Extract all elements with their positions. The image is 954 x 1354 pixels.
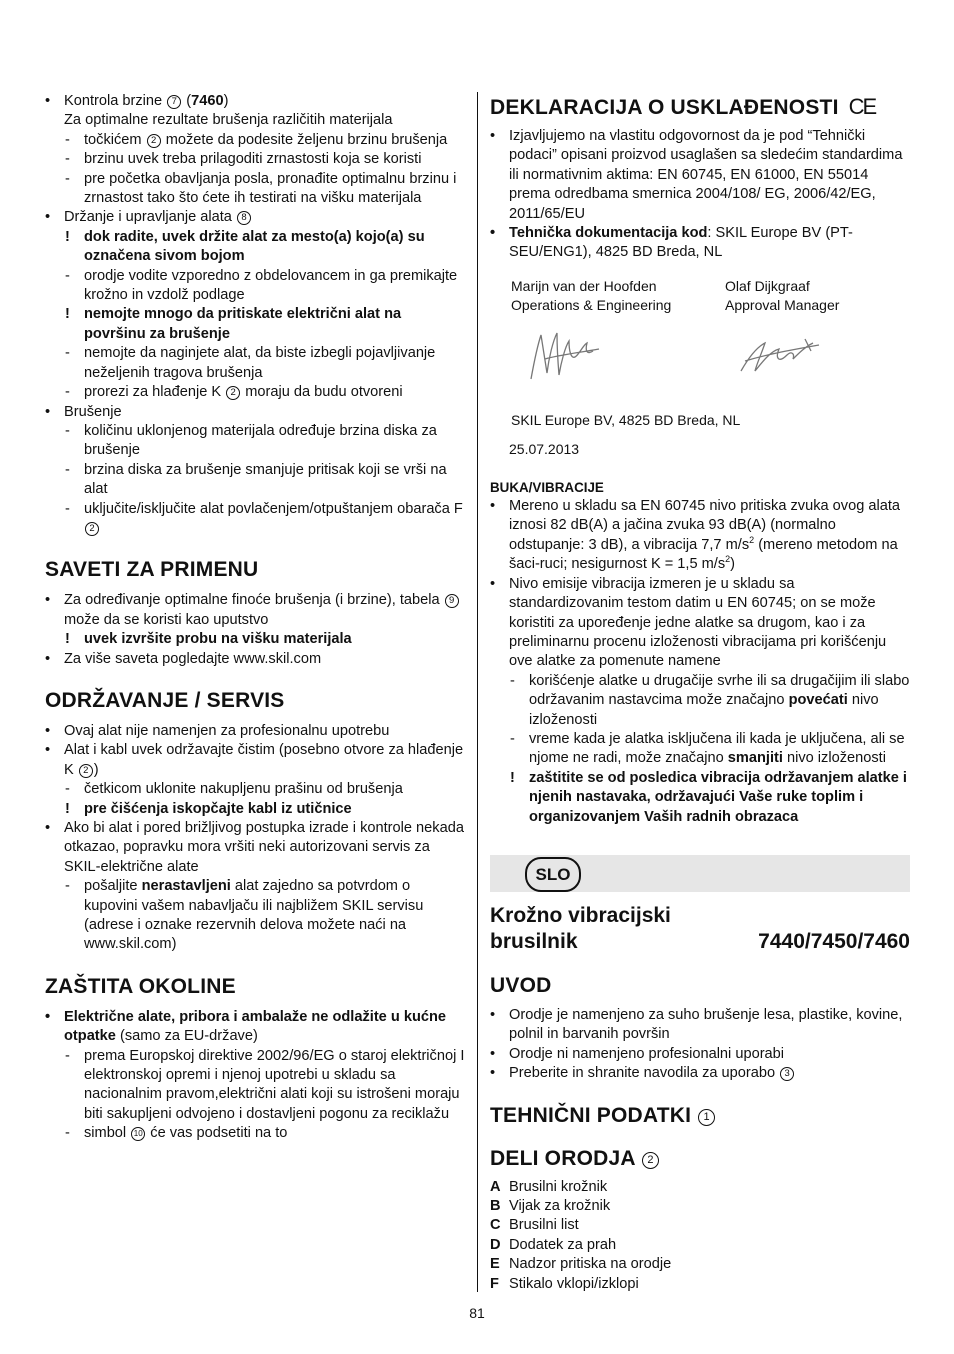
- part-item: B Vijak za krožnik: [490, 1198, 611, 1214]
- product-models: 7440/7450/7460: [758, 929, 910, 953]
- heading-maintenance: ODRŽAVANJE / SERVIS: [45, 688, 285, 712]
- warning-item: ! nemojte mnogo da pritiskate električni alat na površinu za brušenje: [65, 306, 402, 342]
- list-item: • Tehnička dokumentacija kod: SKIL Europe BV (PT-SEU/ENG1), 4825 BD Breda, NL: [490, 225, 853, 261]
- speed-control-item: • Kontrola brzine 7 (7460) Za optimalne rezultate brušenja različitih materijala: [45, 93, 393, 129]
- list-item: - brzina diska za brušenje smanjuje pritisak koji se vrši na alat: [65, 461, 447, 498]
- list-item: - četkicom uklonite nakupljenu prašinu od brušenja: [65, 781, 403, 798]
- product-title: Krožno vibracijski brusilnik 7440/7450/7460: [490, 903, 910, 953]
- list-item: • Izjavljujemo na vlastitu odgovornost da je pod “Tehnički podaci” opisani proizvod usaglašen sa sledećim standardima ili normativnim aktima: EN 60745, EN 61000, EN 55014 prema odredbama smernica 2004/108/ EG, 2006/42/EG, 2011/65/EU: [490, 128, 903, 222]
- list-item: - pošaljite nerastavljeni alat zajedno sa potvrdom o kupovini vašem nabavljaču ili najbližem SKIL servisu (adrese i oznake rezervnih delova možete naći na www.skil.com): [65, 878, 424, 953]
- holding-item: • Držanje i upravljanje alata 8: [45, 208, 465, 227]
- part-item: D Dodatek za prah: [490, 1236, 617, 1253]
- part-item: C Brusilni list: [490, 1217, 579, 1234]
- language-bar: [490, 855, 910, 892]
- part-item: A Brusilni krožnik: [490, 1178, 608, 1195]
- language-badge: SLO: [525, 857, 581, 892]
- signatory-2: Olaf Dijkgraaf Approval Manager: [725, 277, 840, 314]
- warning-item: ! uvek izvršite probu na višku materijala: [65, 631, 352, 648]
- company-line: SKIL Europe BV, 4825 BD Breda, NL: [511, 411, 741, 428]
- part-item: F Stikalo vklopi/izklopi: [490, 1275, 639, 1292]
- part-item: E Nadzor pritiska na orodje: [490, 1256, 672, 1273]
- heading-environment: ZAŠTITA OKOLINE: [45, 974, 236, 998]
- heading-intro: UVOD: [490, 973, 552, 997]
- signature-1-image: [525, 327, 605, 385]
- sanding-item: • Brušenje: [45, 403, 122, 420]
- column-divider: [477, 92, 478, 1292]
- heading-tech-data: TEHNIČNI PODATKI 1: [490, 1103, 910, 1129]
- list-item: - pre početka obavljanja posla, pronađite optimalnu brzinu i zrnastost tako što ćete ih testirati na višku materijala: [65, 170, 457, 207]
- heading-tips: SAVETI ZA PRIMENU: [45, 558, 259, 582]
- list-item: • Ovaj alat nije namenjen za profesionalnu upotrebu: [45, 722, 390, 739]
- list-item: - simbol 10 će vas podsetiti na to: [65, 1125, 288, 1142]
- warning-item: ! zaštitite se od posledica vibracija održavanjem alatke i njenih nastavaka, održavajući Vaše ruke toplim i organizovanjem Vaših radnih obrazaca: [510, 769, 907, 825]
- warning-item: ! dok radite, uvek držite alat za mesto(a) kojo(a) su označena sivom bojom: [65, 228, 425, 265]
- list-item: • Za više saveta pogledajte www.skil.com: [45, 650, 322, 667]
- list-item: • Nivo emisije vibracija izmeren je u skladu sa standardizovanim testom datim u EN 60745; on se može koristiti za upoređenje jedne alatke sa drugom, kao i za preliminarnu procenu izloženosti vibracijama pri korišćenju ove alatke za pomenute namene: [490, 575, 887, 670]
- signatory-1: Marijn van der Hoofden Operations & Engineering: [511, 277, 672, 314]
- list-item: - točkićem 2 možete da podesite željenu brzinu brušenja: [65, 131, 448, 148]
- list-item: • Preberite in shranite navodila za uporabo 3: [490, 1064, 910, 1083]
- list-item: • Za određivanje optimalne finoće brušenja (i brzine), tabela 9 može da se koristi kao uputstvo: [45, 591, 465, 630]
- ce-mark: CE: [848, 94, 876, 119]
- heading-declaration: DEKLARACIJA O USKLAĐENOSTI CE: [490, 94, 876, 119]
- list-item: - korišćenje alatke u drugačije svrhe ili sa drugačijim ili slabo održavanim nastavcima može značajno povećati nivo izloženosti: [510, 672, 910, 728]
- list-item: - uključite/isključite alat povlačenjem/otpuštanjem obarača F 2: [65, 500, 463, 534]
- signature-2-image: [735, 333, 825, 379]
- list-item: - vreme kada je alatka isključena ili kada je uključena, ali se njome ne radi, može značajno smanjiti nivo izloženosti: [510, 730, 905, 767]
- list-item: - brzinu uvek treba prilagoditi zrnastosti koja se koristi: [65, 151, 422, 168]
- list-item: • Orodje ni namenjeno profesionalni uporabi: [490, 1045, 785, 1062]
- list-item: - orodje vodite vzporedno z obdelovancem in ga premikajte krožno in vzdolž podlage: [65, 267, 458, 304]
- heading-parts: DELI ORODJA 2: [490, 1146, 910, 1172]
- warning-item: ! pre čišćenja iskopčajte kabl iz utičnice: [65, 800, 352, 817]
- list-item: - prema Europskoj direktive 2002/96/EG o staroj električnoj I elektronskoj opremi i njenoj upotrebi u skladu sa nacionalnim pravom,električni alati koji su istrošeni moraju biti sakupljeni odvojeno i dostavljeni pogonu za reciklažu: [65, 1047, 465, 1122]
- date-line: 25.07.2013: [509, 441, 580, 458]
- page-number: 81: [469, 1305, 485, 1321]
- list-item: - nemojte da naginjete alat, da biste izbegli pojavljivanje neželjenih tragova brušenja: [65, 345, 436, 381]
- left-column: [45, 92, 465, 1144]
- right-column: [490, 92, 910, 1294]
- list-item: • Ako bi alat i pored brižljivog postupka izrade i kontrole nekada otkazao, popravku mora vršiti neki autorizovani servis za SKIL-električne alate: [45, 820, 464, 875]
- list-item: • Orodje je namenjeno za suho brušenje lesa, plastike, kovine, polnil in barvanih površin: [490, 1006, 903, 1043]
- signature-block: [490, 263, 910, 413]
- list-item: • Alat i kabl uvek održavajte čistim (posebno otvore za hlađenje K 2 ): [45, 742, 464, 778]
- list-item: - prorezi za hlađenje K 2 moraju da budu otvoreni: [65, 384, 403, 401]
- list-item: • Električne alate, pribora i ambalaže ne odlažite u kućne otpatke (samo za EU-države): [45, 1008, 447, 1045]
- parts-list: [490, 1178, 910, 1294]
- list-item: • Mereno u skladu sa EN 60745 nivo pritiska zvuka ovog alata iznosi 82 dB(A) a jačina zvuka 93 dB(A) (normalno odstupanje: 3 dB), a vibracija 7,7 $m/s^2$ (mereno metodom na šaci-ruci; nesigurnost K = 1,5 $m/s^2$): [490, 498, 901, 573]
- list-item: - količinu uklonjenog materijala određuje brzina diska za brušenje: [65, 422, 437, 459]
- noise-vibration-title: BUKA/VIBRACIJE: [490, 479, 604, 495]
